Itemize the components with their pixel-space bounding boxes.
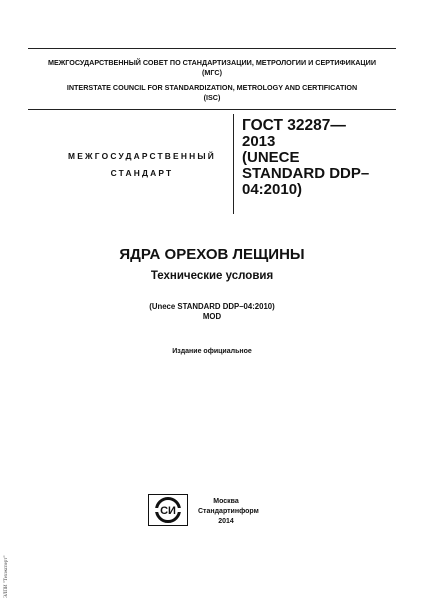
council-ru-abbr: (МГС) xyxy=(202,67,222,77)
council-ru xyxy=(28,58,396,77)
council-ru-name: МЕЖГОСУДАРСТВЕННЫЙ СОВЕТ ПО СТАНДАРТИЗАЦИИ, МЕТРОЛОГИИ И СЕРТИФИКАЦИИ xyxy=(47,58,377,67)
council-header xyxy=(28,48,396,110)
gost-ref-line3: 04:2010) xyxy=(242,181,303,198)
unece-reference-line2: MOD xyxy=(202,312,222,321)
standard-label-line2: СТАНДАРТ xyxy=(110,168,174,178)
publisher-info xyxy=(198,497,259,527)
document-title: ЯДРА ОРЕХОВ ЛЕЩИНЫ xyxy=(119,246,305,263)
gost-designation xyxy=(233,114,396,214)
standard-label-line1: МЕЖГОСУДАРСТВЕННЫЙ xyxy=(68,151,216,161)
council-en-name: INTERSTATE COUNCIL FOR STANDARDIZATION, METROLOGY AND CERTIFICATION xyxy=(66,83,358,92)
gost-ref-line2: STANDARD DDP– xyxy=(242,165,370,182)
publisher-city: Москва xyxy=(213,498,239,505)
standard-row xyxy=(28,114,396,214)
publisher-name: Стандартинформ xyxy=(198,508,259,515)
unece-reference-line1: (Unece STANDARD DDP–04:2010) xyxy=(149,302,275,311)
unece-reference xyxy=(0,302,424,322)
gost-ref-line1: (UNECE xyxy=(242,149,300,166)
council-en xyxy=(28,83,396,102)
edition-note: Издание официальное xyxy=(172,348,252,355)
gost-number: ГОСТ 32287— xyxy=(242,117,346,134)
document-subtitle: Технические условия xyxy=(150,270,274,282)
publisher-year: 2014 xyxy=(218,518,234,525)
council-en-abbr: (ISC) xyxy=(203,92,221,102)
logo-letters: СИ xyxy=(160,505,176,517)
standartinform-logo-icon xyxy=(148,494,188,526)
gost-year: 2013 xyxy=(242,133,276,150)
standard-label xyxy=(62,148,222,182)
side-watermark: ЭЛПИ "Техэксперт" xyxy=(4,555,9,598)
